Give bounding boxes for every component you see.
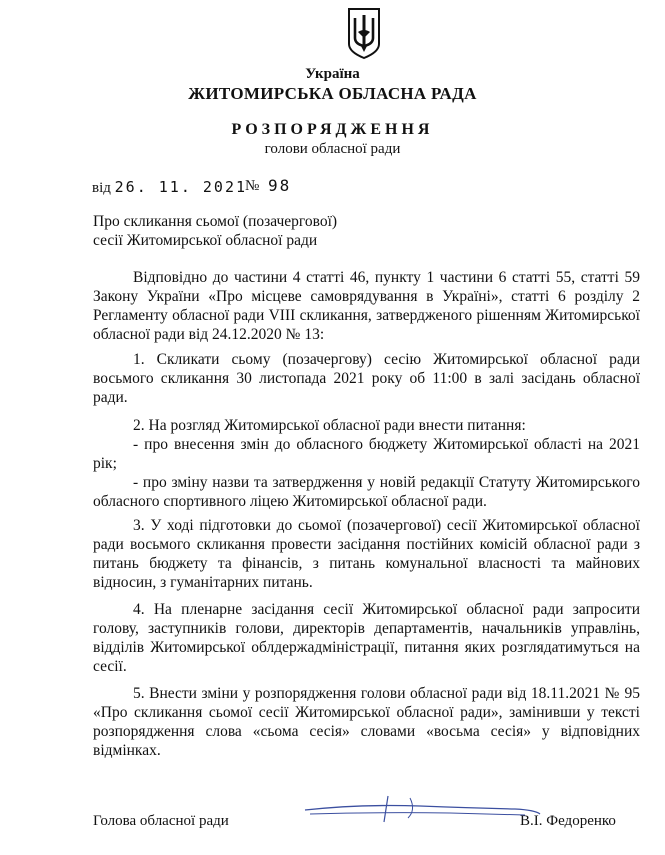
preamble-text: Відповідно до частини 4 статті 46, пункту 1 частини 6 статті 55, статті 59 Закону України «Про місцеве самоврядування в Україні», статті 6 розділу 2 Регламенту обласної ради VIII скликання, затвердженого рішенням Житомирської обласної ради від 24.12.2020 № 13: [93,269,640,343]
item-2-bullet: - про внесення змін до обласного бюджету Житомирської області на 2021 рік; [93,436,640,472]
item-1-text: 1. Скликати сьому (позачергову) сесію Житомирської обласної ради восьмого скликання 30 листопада 2021 року об 11:00 в залі засідань обласної ради. [93,351,640,406]
preamble-paragraph [93,268,640,344]
item-4-text: 4. На пленарне засідання сесії Житомирської обласної ради запросити голову, заступників голови, директорів департаментів, начальників управлінь, відділів Житомирської облдержадміністрації, питання яких розглядатимуться на сесії. [93,601,640,675]
coat-of-arms-icon [346,6,382,60]
item-3 [93,516,640,592]
item-5 [93,684,640,760]
council-heading: ЖИТОМИРСЬКА ОБЛАСНА РАДА [188,84,477,103]
document-subject [93,212,337,250]
country-heading: Україна [305,66,360,82]
date-value: 26. 11. 2021 [114,178,248,196]
subject-line: Про скликання сьомої (позачергової) [93,213,338,230]
signatory-name: В.І. Федоренко [520,813,616,829]
document-type-heading: РОЗПОРЯДЖЕННЯ [231,121,434,138]
document-issuer: голови обласної ради [264,141,401,157]
subject-line: сесії Житомирської обласної ради [93,232,318,249]
number-label: № [245,178,260,194]
handwritten-signature [300,788,550,828]
item-3-text: 3. У ході підготовки до сьомої (позачергової) сесії Житомирської обласної ради восьмого скликання провести засідання постійних комісій обласної ради з питань бюджету та фінансів, з питань комунальної власності та майнових відносин, з гуманітарних питань. [93,517,640,591]
date-label: від [92,180,111,196]
number-value: 98 [268,176,292,195]
item-2-intro: 2. На розгляд Житомирської обласної ради внести питання: [133,417,526,434]
item-1 [93,350,640,407]
signatory-position: Голова обласної ради [93,813,229,829]
item-2 [93,416,640,511]
item-2-bullet: - про зміну назви та затвердження у новій редакції Статуту Житомирського обласного спортивного ліцею Житомирської обласної ради. [93,474,640,510]
item-5-text: 5. Внести зміни у розпорядження голови обласної ради від 18.11.2021 № 95 «Про скликання сьомої сесії Житомирської обласної ради», замінивши у тексті розпорядження слова «сьома сесія» словами «восьма сесія» у відповідних відмінках. [93,685,640,759]
date-line [92,178,247,197]
item-4 [93,600,640,676]
